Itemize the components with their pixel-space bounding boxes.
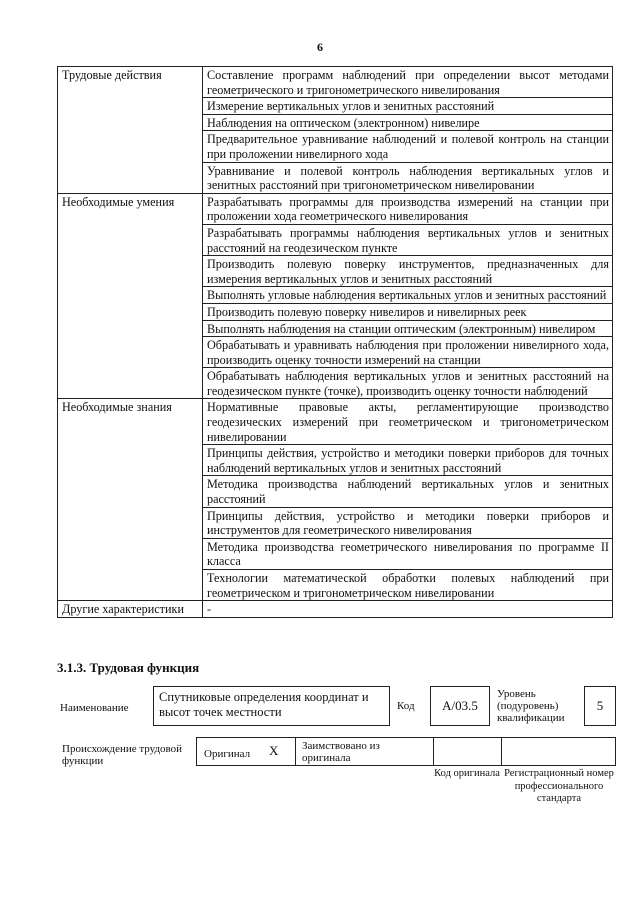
section-title: 3.1.3. Трудовая функция bbox=[57, 660, 200, 675]
row-item: Производить полевую поверку инструментов, предназначенных для измерения вертикальных углов и зенитных расстояний bbox=[203, 256, 613, 287]
origin-label: Происхождение трудовой функции bbox=[62, 743, 183, 767]
borrowed-label: Заимствовано из оригинала bbox=[302, 740, 380, 764]
table-row bbox=[58, 193, 613, 224]
row-item: Технологии математической обработки полевых наблюдений при геометрическом и тригонометрическом нивелировании bbox=[203, 570, 613, 601]
labor-function-table bbox=[57, 66, 613, 618]
level-label: Уровень (подуровень) квалификации bbox=[497, 688, 565, 724]
row-category: Трудовые действия bbox=[58, 67, 203, 194]
qualification-level-field: 5 bbox=[584, 686, 616, 726]
row-category: Необходимые умения bbox=[58, 193, 203, 399]
row-item: Методика производства наблюдений вертикальных углов и зенитных расстояний bbox=[203, 476, 613, 507]
table-row bbox=[58, 399, 613, 445]
row-item: - bbox=[203, 601, 613, 618]
page-number: 6 bbox=[317, 40, 323, 54]
row-item: Принципы действия, устройство и методики поверки приборов для точных наблюдений вертикальных углов и зенитных расстояний bbox=[203, 445, 613, 476]
origin-code-cell bbox=[434, 738, 502, 765]
row-item: Обрабатывать наблюдения вертикальных углов и зенитных расстояний на геодезическом пункте (точке), производить оценку точности наблюдений bbox=[203, 368, 613, 399]
row-item: Производить полевую поверку нивелиров и нивелирных реек bbox=[203, 303, 613, 320]
row-item: Уравнивание и полевой контроль наблюдения вертикальных углов и зенитных расстояний при тригонометрическом нивелировании bbox=[203, 162, 613, 193]
table-body bbox=[58, 67, 613, 618]
original-mark: X bbox=[269, 743, 279, 758]
row-item: Предварительное уравнивание наблюдений и полевой контроль на станции при проложении нивелирного хода bbox=[203, 131, 613, 162]
row-item: Наблюдения на оптическом (электронном) нивелире bbox=[203, 114, 613, 131]
row-item: Выполнять угловые наблюдения вертикальных углов и зенитных расстояний bbox=[203, 287, 613, 304]
original-label: Оригинал bbox=[204, 748, 251, 760]
name-label: Наименование bbox=[60, 702, 129, 714]
row-item: Измерение вертикальных углов и зенитных расстояний bbox=[203, 98, 613, 115]
reg-number-caption: Регистрационный номер профессионального стандарта bbox=[504, 768, 614, 804]
borrowed-cell bbox=[296, 738, 434, 765]
row-item: Разрабатывать программы наблюдения вертикальных углов и зенитных расстояний на геодезическом пункте bbox=[203, 224, 613, 255]
row-item: Обрабатывать и уравнивать наблюдения при проложении нивелирного хода, производить оценку точности измерений на станции bbox=[203, 337, 613, 368]
table-row bbox=[58, 67, 613, 98]
code-label: Код bbox=[397, 700, 415, 712]
row-item: Выполнять наблюдения на станции оптическим (электронным) нивелиром bbox=[203, 320, 613, 337]
row-item: Составление программ наблюдений при определении высот методами геометрического и тригонометрического нивелирования bbox=[203, 67, 613, 98]
function-name-field: Спутниковые определения координат и высот точек местности bbox=[153, 686, 390, 726]
original-cell bbox=[197, 738, 296, 765]
row-item: Методика производства геометрического нивелирования по программе II класса bbox=[203, 538, 613, 569]
function-code-field: A/03.5 bbox=[430, 686, 490, 726]
row-category: Другие характеристики bbox=[58, 601, 203, 618]
reg-number-cell bbox=[502, 738, 615, 765]
row-item: Принципы действия, устройство и методики поверки приборов и инструментов для геометрического нивелирования bbox=[203, 507, 613, 538]
row-item: Нормативные правовые акты, регламентирующие производство геодезических измерений при геометрическом и тригонометрическом нивелировании bbox=[203, 399, 613, 445]
row-category: Необходимые знания bbox=[58, 399, 203, 601]
origin-code-caption: Код оригинала bbox=[434, 768, 500, 779]
table-row bbox=[58, 601, 613, 618]
origin-row bbox=[196, 737, 616, 766]
row-item: Разрабатывать программы для производства измерений на станции при проложении хода геометрического нивелирования bbox=[203, 193, 613, 224]
